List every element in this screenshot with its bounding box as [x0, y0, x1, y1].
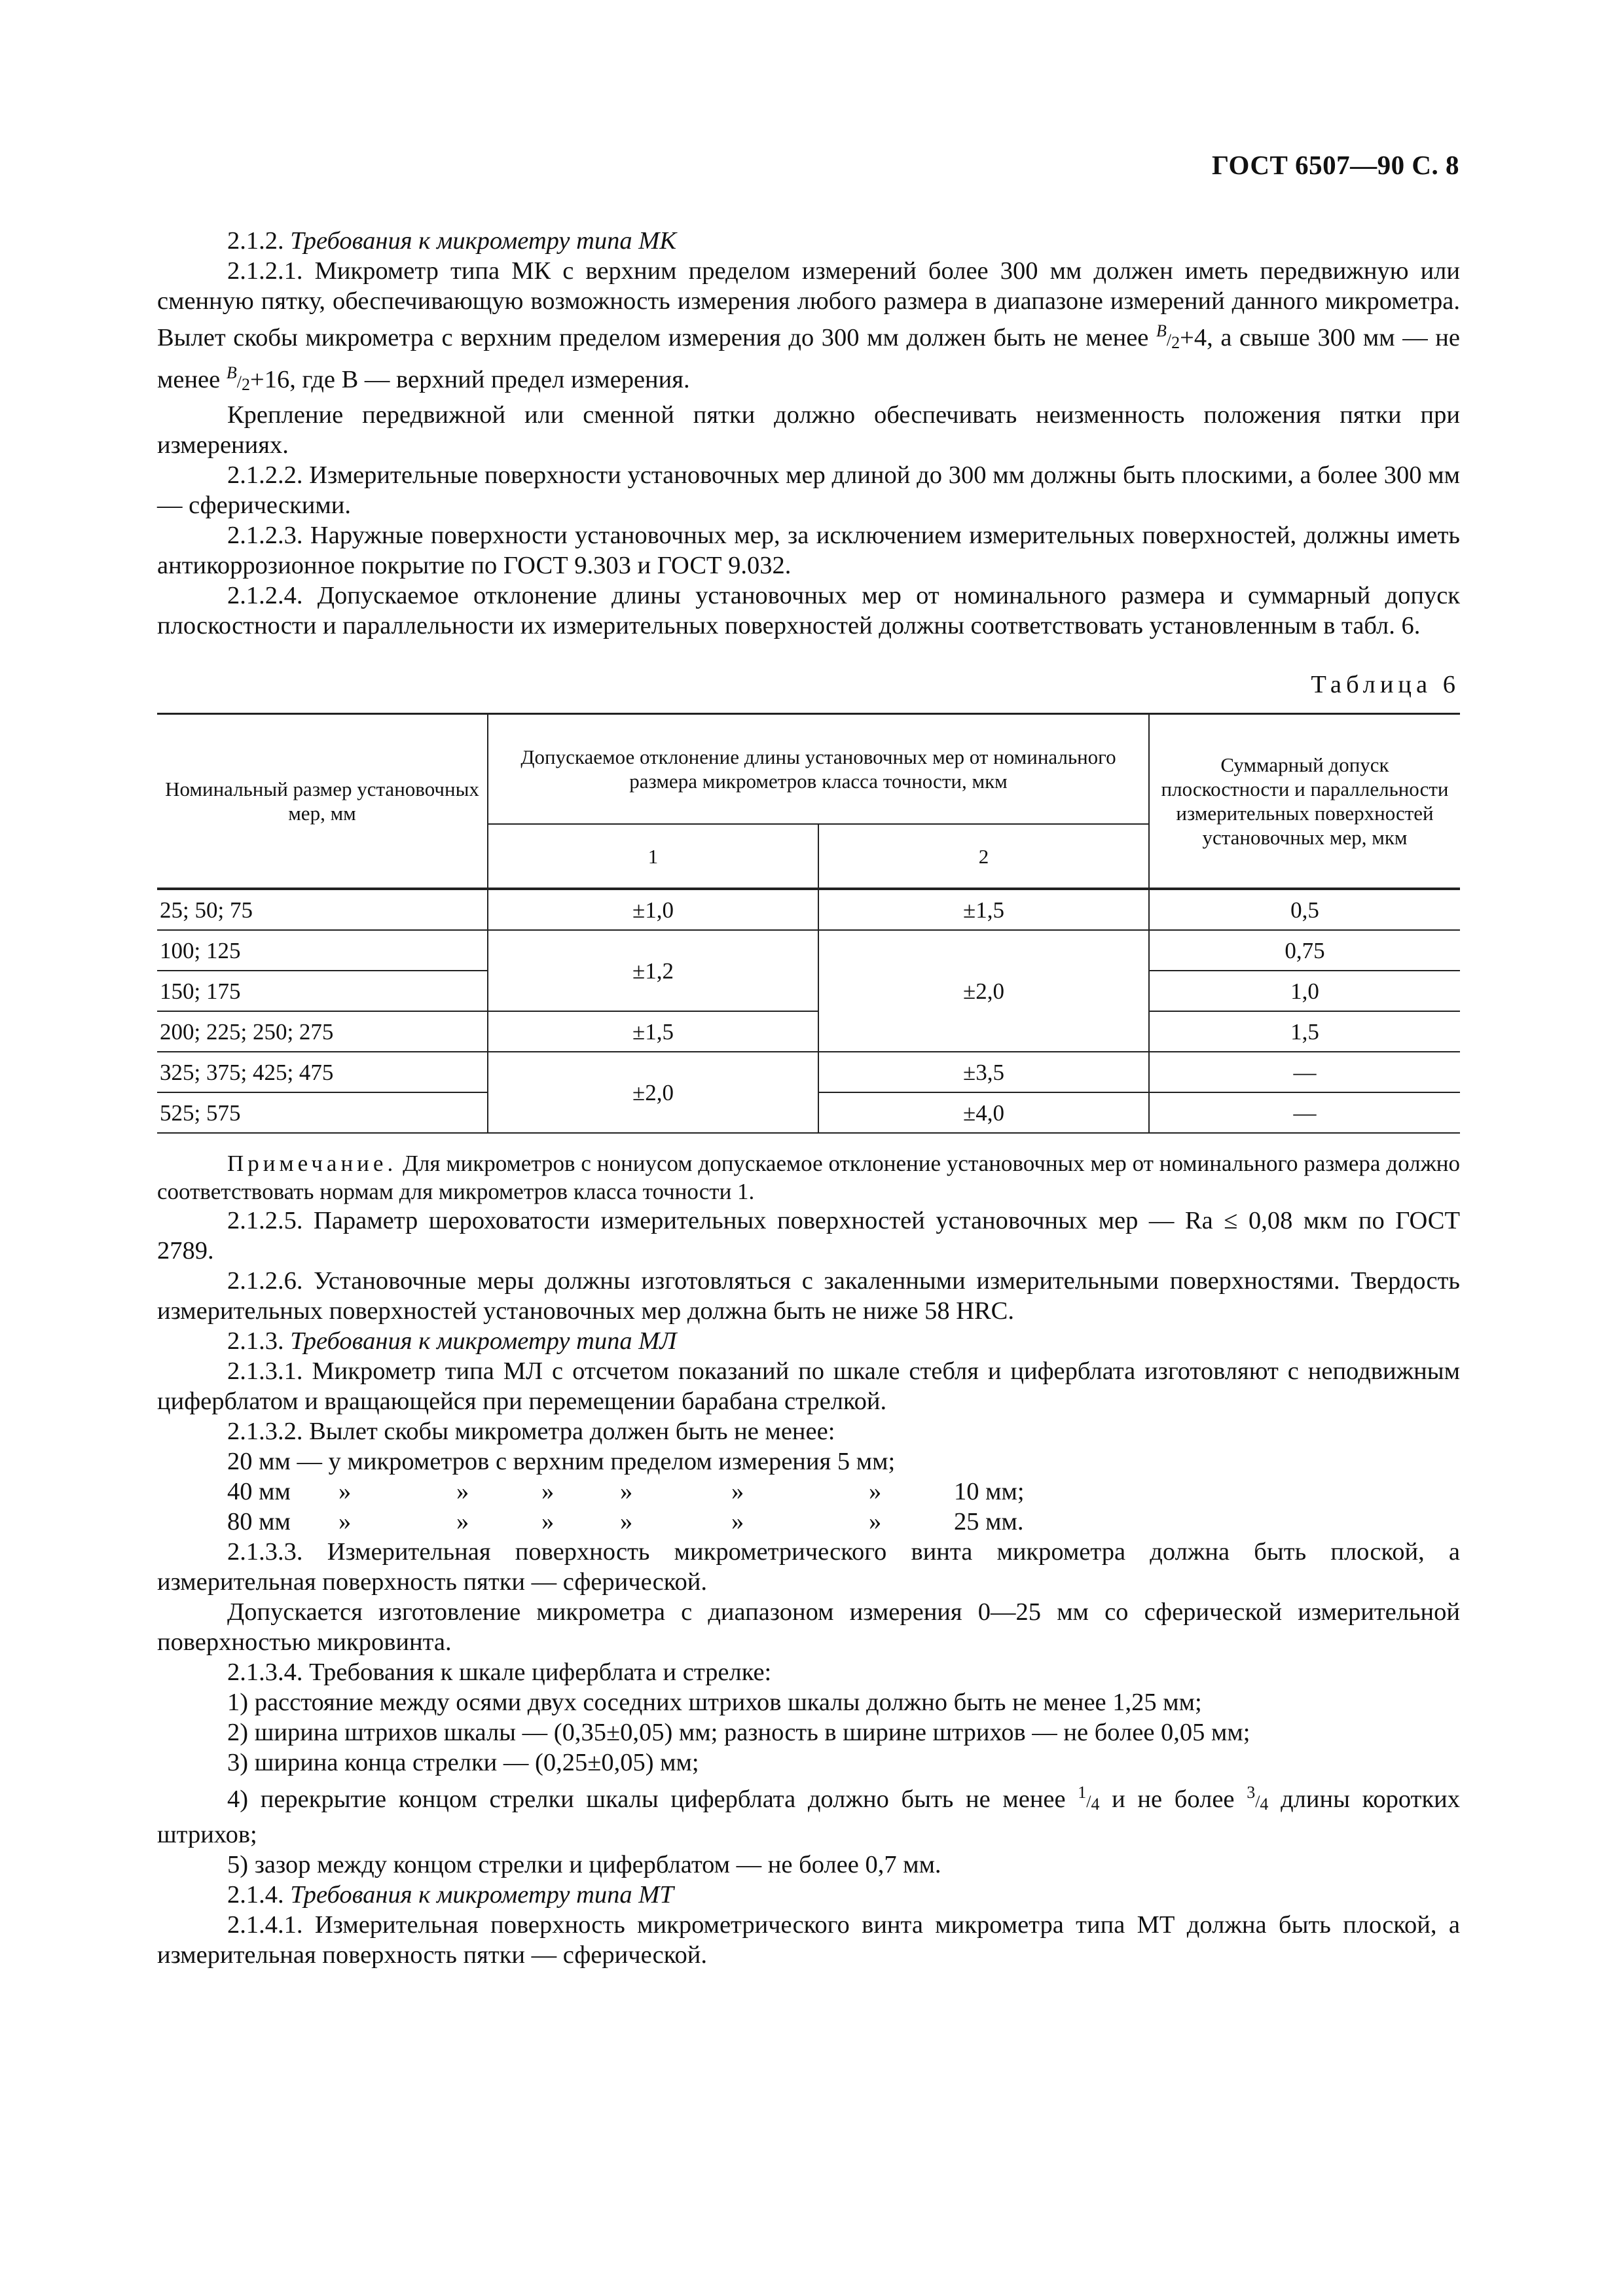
table-row: [157, 889, 1460, 930]
cell-class-2: ±1,5: [818, 889, 1149, 930]
reach-limit: 10 мм;: [954, 1478, 1025, 1505]
cell-class-1: ±1,5: [488, 1011, 818, 1052]
section-heading: [157, 1326, 1460, 1356]
cell-class-1: ±1,0: [488, 889, 818, 930]
reach-line: [157, 1507, 1460, 1537]
denominator: 2: [1171, 333, 1180, 352]
list-item: 3) ширина конца стрелки — (0,25±0,05) мм;: [227, 1749, 699, 1776]
cell-tolerance: 1,5: [1149, 1011, 1460, 1052]
paragraph: 2.1.3.4. Требования к шкале циферблата и стрелке:: [227, 1659, 772, 1686]
numerator: 1: [1078, 1783, 1087, 1802]
ditto-mark: »: [338, 1508, 352, 1535]
fraction: 1/4: [1078, 1783, 1100, 1814]
column-header-class-1: 1: [488, 824, 818, 889]
list-item: 2) ширина штрихов шкалы — (0,35±0,05) мм; разность в ширине штрихов — не более 0,05 мм;: [227, 1719, 1250, 1746]
ditto-mark: »: [541, 1508, 555, 1535]
ditto-mark: »: [731, 1508, 744, 1535]
ditto-mark: »: [338, 1478, 352, 1505]
text: +4, а свыше 300 мм — не менее: [157, 324, 1460, 393]
cell-class-1: ±2,0: [488, 1052, 818, 1133]
denominator: 2: [241, 375, 250, 394]
cell-tolerance: 1,0: [1149, 971, 1460, 1011]
text: +16, где В — верхний предел измерения.: [249, 366, 690, 393]
section-number: 2.1.3.: [227, 1327, 284, 1355]
ditto-mark: »: [869, 1478, 882, 1505]
reach-value: 40 мм: [227, 1478, 291, 1505]
tolerance-table: [157, 713, 1460, 1134]
text: длины коротких штрихов;: [157, 1785, 1461, 1848]
note-text: Для микрометров с нониусом допускаемое отклонение установочных мер от номинального размера должно соответствовать нормам для микрометров класса точности 1.: [157, 1151, 1460, 1204]
cell-tolerance: 0,5: [1149, 889, 1460, 930]
text: и не более: [1099, 1785, 1247, 1813]
paragraph: [157, 256, 1460, 400]
section-number: 2.1.4.: [227, 1881, 284, 1909]
text: 4) перекрытие концом стрелки шкалы циферблата должно быть не менее: [227, 1785, 1078, 1813]
fraction: B/2: [1156, 321, 1180, 352]
table-note: [157, 1149, 1460, 1206]
cell-tolerance: 0,75: [1149, 930, 1460, 971]
section-title: Требования к микрометру типа МТ: [290, 1881, 674, 1909]
text: 2.1.2.1. Микрометр типа МК с верхним пределом измерений более 300 мм должен иметь передвижную или сменную пятку, обеспечивающую возможность измерения любого размера в диапазоне измерений данного микрометра. Вылет скобы микрометра с верхним пределом измерения до 300 мм должен быть не менее: [157, 257, 1460, 351]
paragraph: 2.1.2.2. Измерительные поверхности установочных мер длиной до 300 мм должны быть плоскими, а более 300 мм — сферическими.: [157, 461, 1460, 519]
cell-class-1: ±1,2: [488, 930, 818, 1011]
section-title: Требования к микрометру типа МЛ: [290, 1327, 677, 1355]
list-item: 1) расстояние между осями двух соседних штрихов шкалы должно быть не менее 1,25 мм;: [227, 1689, 1202, 1716]
note-label: Примечание.: [227, 1151, 397, 1176]
paragraph: 2.1.2.4. Допускаемое отклонение длины установочных мер от номинального размера и суммарный допуск плоскостности и параллельности их измерительных поверхностей должны соответствовать установленным в табл. 6.: [157, 582, 1460, 639]
ditto-mark: »: [620, 1508, 633, 1535]
denominator: 4: [1260, 1795, 1269, 1814]
reach-value: 80 мм: [227, 1508, 291, 1535]
table-row: [157, 1011, 1460, 1052]
cell-size: 100; 125: [157, 930, 488, 971]
reach-line: [157, 1477, 1460, 1507]
ditto-mark: »: [869, 1508, 882, 1535]
column-header-tolerance: Суммарный допуск плоскостности и параллельности измерительных поверхностей установочных мер, мкм: [1149, 714, 1460, 889]
paragraph: 2.1.2.3. Наружные поверхности установочных мер, за исключением измерительных поверхностей, должны иметь антикоррозионное покрытие по ГОСТ 9.303 и ГОСТ 9.032.: [157, 522, 1460, 579]
cell-size: 150; 175: [157, 971, 488, 1011]
numerator: 3: [1247, 1783, 1256, 1802]
section-title: Требования к микрометру типа МК: [290, 227, 676, 255]
reach-line: 20 мм — у микрометров с верхним пределом измерения 5 мм;: [227, 1448, 896, 1475]
numerator: B: [1156, 321, 1167, 340]
ditto-mark: »: [456, 1478, 469, 1505]
fraction: 3/4: [1247, 1783, 1269, 1814]
page-header: ГОСТ 6507—90 С. 8: [1211, 150, 1459, 180]
denominator: 4: [1091, 1795, 1100, 1814]
ditto-mark: »: [731, 1478, 744, 1505]
list-item: [157, 1778, 1460, 1850]
paragraph: 2.1.4.1. Измерительная поверхность микрометрического винта микрометра типа МТ должна быть плоской, а измерительная поверхность пятки — сферической.: [157, 1911, 1460, 1969]
cell-class-2: ±3,5: [818, 1052, 1149, 1092]
ditto-mark: »: [541, 1478, 555, 1505]
table-caption: Таблица 6: [1311, 671, 1460, 698]
paragraph: Крепление передвижной или сменной пятки должно обеспечивать неизменность положения пятки при измерениях.: [157, 401, 1460, 459]
list-item: 5) зазор между концом стрелки и циферблатом — не более 0,7 мм.: [227, 1851, 941, 1878]
numerator: B: [226, 363, 237, 382]
cell-tolerance: —: [1149, 1052, 1460, 1092]
ditto-mark: »: [456, 1508, 469, 1535]
reach-limit: 25 мм.: [954, 1508, 1024, 1535]
cell-class-2: ±4,0: [818, 1092, 1149, 1133]
ditto-mark: »: [620, 1478, 633, 1505]
cell-size: 25; 50; 75: [157, 889, 488, 930]
section-heading: [157, 226, 1460, 256]
paragraph: 2.1.2.6. Установочные меры должны изготовляться с закаленными измерительными поверхностями. Твердость измерительных поверхностей установочных мер должна быть не ниже 58 HRC.: [157, 1267, 1460, 1325]
cell-size: 200; 225; 250; 275: [157, 1011, 488, 1052]
paragraph: Допускается изготовление микрометра с диапазоном измерения 0—25 мм со сферической измерительной поверхностью микровинта.: [157, 1598, 1460, 1656]
fraction: B/2: [226, 363, 250, 394]
cell-class-2: ±2,0: [818, 930, 1149, 1052]
paragraph: 2.1.2.5. Параметр шероховатости измерительных поверхностей установочных мер — Ra ≤ 0,08 мкм по ГОСТ 2789.: [157, 1207, 1460, 1265]
document-body: [157, 226, 1460, 1970]
table-row: [157, 930, 1460, 971]
column-header-size: Номинальный размер установочных мер, мм: [157, 714, 488, 889]
table-row: [157, 1052, 1460, 1092]
cell-tolerance: —: [1149, 1092, 1460, 1133]
section-heading: [157, 1880, 1460, 1910]
paragraph: 2.1.3.1. Микрометр типа МЛ с отсчетом показаний по шкале стебля и циферблата изготовляют с неподвижным циферблатом и вращающейся при перемещении барабана стрелкой.: [157, 1357, 1460, 1415]
paragraph: 2.1.3.3. Измерительная поверхность микрометрического винта микрометра должна быть плоской, а измерительная поверхность пятки — сферической.: [157, 1538, 1460, 1596]
section-number: 2.1.2.: [227, 227, 284, 255]
column-header-deviation: Допускаемое отклонение длины установочных мер от номинального размера микрометров класса точности, мкм: [488, 714, 1149, 825]
cell-size: 525; 575: [157, 1092, 488, 1133]
paragraph: 2.1.3.2. Вылет скобы микрометра должен быть не менее:: [227, 1418, 835, 1445]
cell-size: 325; 375; 425; 475: [157, 1052, 488, 1092]
column-header-class-2: 2: [818, 824, 1149, 889]
